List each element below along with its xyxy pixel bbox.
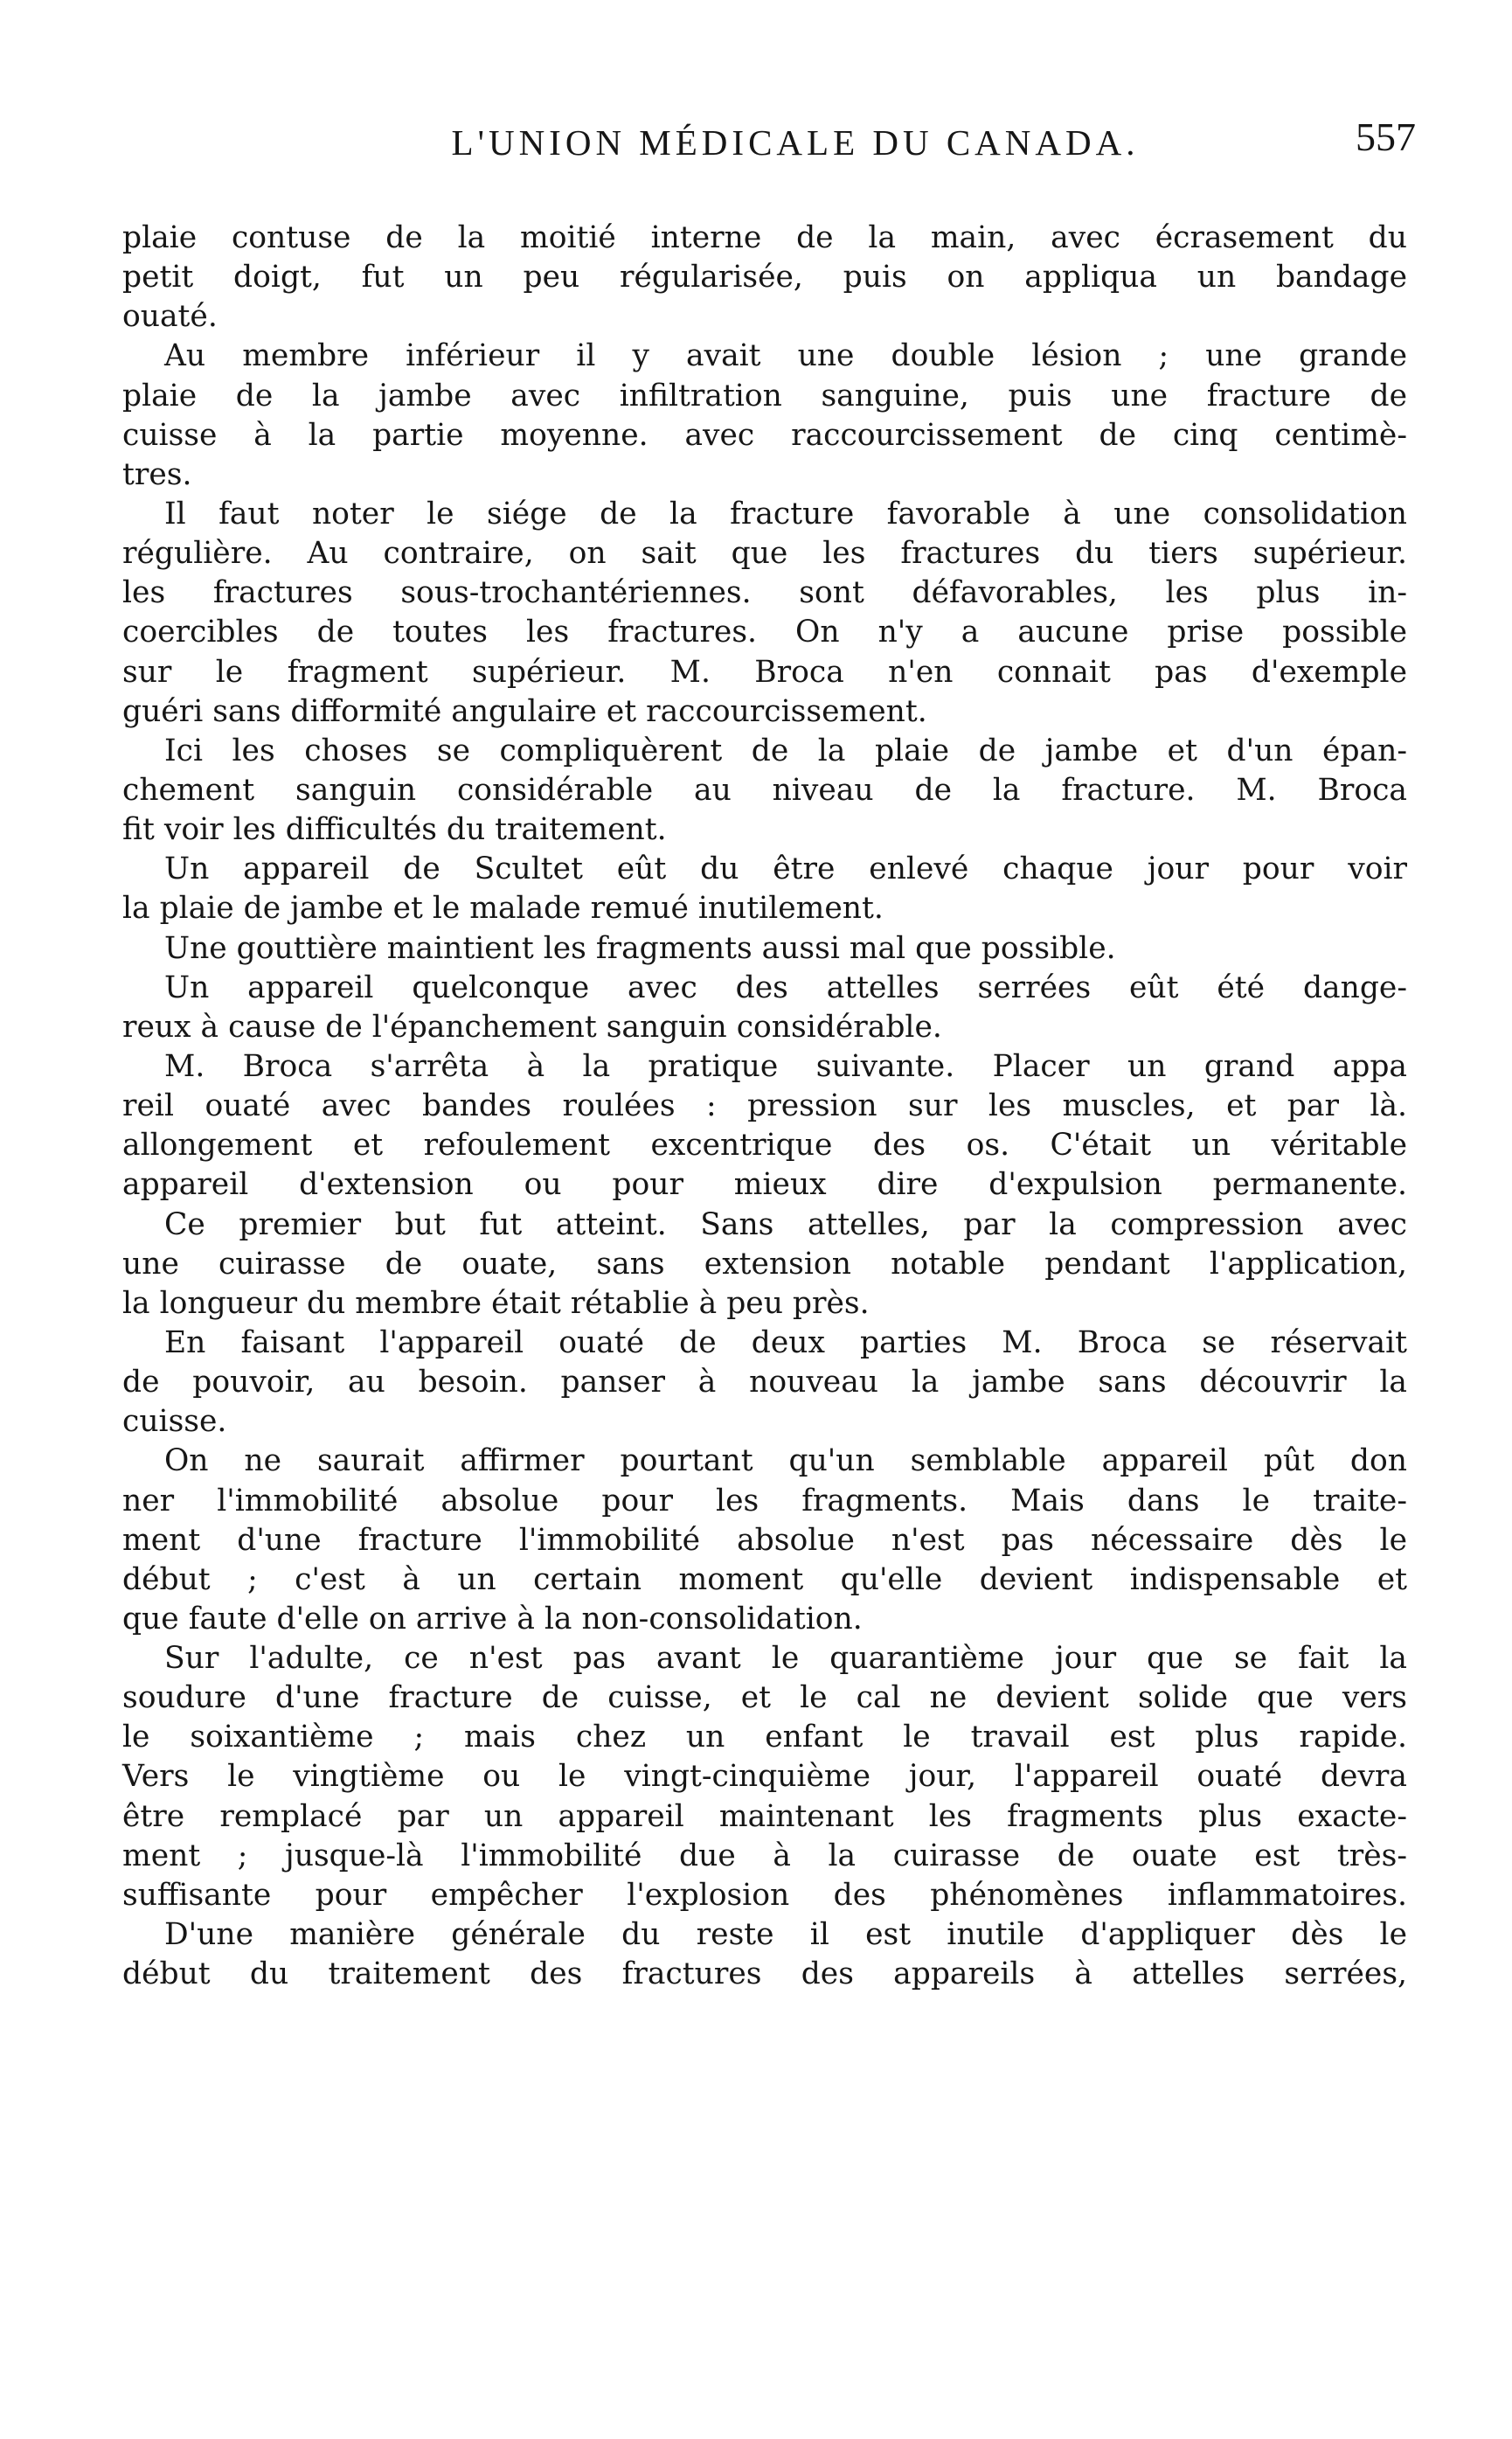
text-line: Vers le vingtième ou le vingt-cinquième jour, l'appareil ouaté devra (122, 1759, 1407, 1795)
text-line: M. Broca s'arrêta à la pratique suivante. Placer un grand appa (164, 1048, 1407, 1084)
text-line: ment ; jusque-là l'immobilité due à la cuirasse de ouate est très- (122, 1838, 1407, 1873)
text-line: Un appareil de Scultet eût du être enlevé chaque jour pour voir (164, 851, 1407, 887)
text-line: D'une manière générale du reste il est inutile d'appliquer dès le (164, 1917, 1407, 1953)
text-line: les fractures sous-trochantériennes. sont défavorables, les plus in- (122, 575, 1407, 611)
text-line: de pouvoir, au besoin. panser à nouveau la jambe sans découvrir la (122, 1365, 1407, 1400)
text-line: allongement et refoulement excentrique des os. C'était un véritable (122, 1128, 1407, 1164)
text-line: une cuirasse de ouate, sans extension notable pendant l'application, (122, 1246, 1407, 1282)
text-line: cuisse. (122, 1404, 227, 1440)
text-line: le soixantième ; mais chez un enfant le travail est plus rapide. (122, 1720, 1407, 1755)
text-line: que faute d'elle on arrive à la non-consolidation. (122, 1601, 863, 1636)
text-line: reux à cause de l'épanchement sanguin considérable. (122, 1009, 942, 1045)
text-line: plaie contuse de la moitié interne de la main, avec écrasement du (122, 220, 1407, 255)
body-text (122, 219, 1407, 1994)
text-line: début du traitement des fractures des appareils à attelles serrées, (122, 1956, 1407, 1992)
text-line: appareil d'extension ou pour mieux dire d'expulsion permanente. (122, 1167, 1407, 1203)
text-line: petit doigt, fut un peu régularisée, puis on appliqua un bandage (122, 260, 1407, 295)
text-line: guéri sans difformité angulaire et raccourcissement. (122, 693, 927, 729)
text-line: soudure d'une fracture de cuisse, et le cal ne devient solide que vers (122, 1680, 1407, 1716)
text-line: chement sanguin considérable au niveau de la fracture. M. Broca (122, 772, 1407, 808)
text-line: On ne saurait affirmer pourtant qu'un semblable appareil pût don (164, 1443, 1407, 1479)
running-head-title: L'UNION MÉDICALE DU CANADA. (451, 122, 1140, 163)
text-line: tres. (122, 456, 192, 492)
text-line: la plaie de jambe et le malade remué inutilement. (122, 891, 884, 927)
text-line: ner l'immobilité absolue pour les fragments. Mais dans le traite- (122, 1483, 1407, 1518)
text-line: reil ouaté avec bandes roulées : pression sur les muscles, et par là. (122, 1088, 1407, 1124)
text-line: sur le fragment supérieur. M. Broca n'en connait pas d'exemple (122, 654, 1407, 690)
text-line: être remplacé par un appareil maintenant les fragments plus exacte- (122, 1798, 1407, 1834)
text-line: Ici les choses se compliquèrent de la plaie de jambe et d'un épan- (164, 733, 1407, 768)
text-line: Une gouttière maintient les fragments aussi mal que possible. (164, 930, 1116, 966)
text-line: Il faut noter le siége de la fracture favorable à une consolidation (164, 496, 1407, 532)
text-line: Un appareil quelconque avec des attelles serrées eût été dange- (164, 969, 1407, 1005)
text-line: la longueur du membre était rétablie à peu près. (122, 1285, 870, 1321)
text-line: plaie de la jambe avec infiltration sanguine, puis une fracture de (122, 378, 1407, 413)
text-line: début ; c'est à un certain moment qu'elle devient indispensable et (122, 1561, 1407, 1597)
text-line: coercibles de toutes les fractures. On n'y a aucune prise possible (122, 615, 1407, 650)
text-line: cuisse à la partie moyenne. avec raccourcissement de cinq centimè- (122, 417, 1407, 453)
text-line: suffisante pour empêcher l'explosion des phénomènes inflammatoires. (122, 1877, 1407, 1913)
text-line: ouaté. (122, 299, 218, 335)
text-line: fit voir les difficultés du traitement. (122, 812, 667, 848)
text-line: Sur l'adulte, ce n'est pas avant le quarantième jour que se fait la (164, 1641, 1407, 1677)
page-number: 557 (1356, 115, 1416, 159)
text-line: Au membre inférieur il y avait une double lésion ; une grande (164, 338, 1407, 374)
text-line: régulière. Au contraire, on sait que les fractures du tiers supérieur. (122, 536, 1407, 572)
text-line: ment d'une fracture l'immobilité absolue n'est pas nécessaire dès le (122, 1522, 1407, 1558)
text-line: En faisant l'appareil ouaté de deux parties M. Broca se réservait (164, 1324, 1407, 1360)
text-line: Ce premier but fut atteint. Sans attelles, par la compression avec (164, 1206, 1407, 1242)
